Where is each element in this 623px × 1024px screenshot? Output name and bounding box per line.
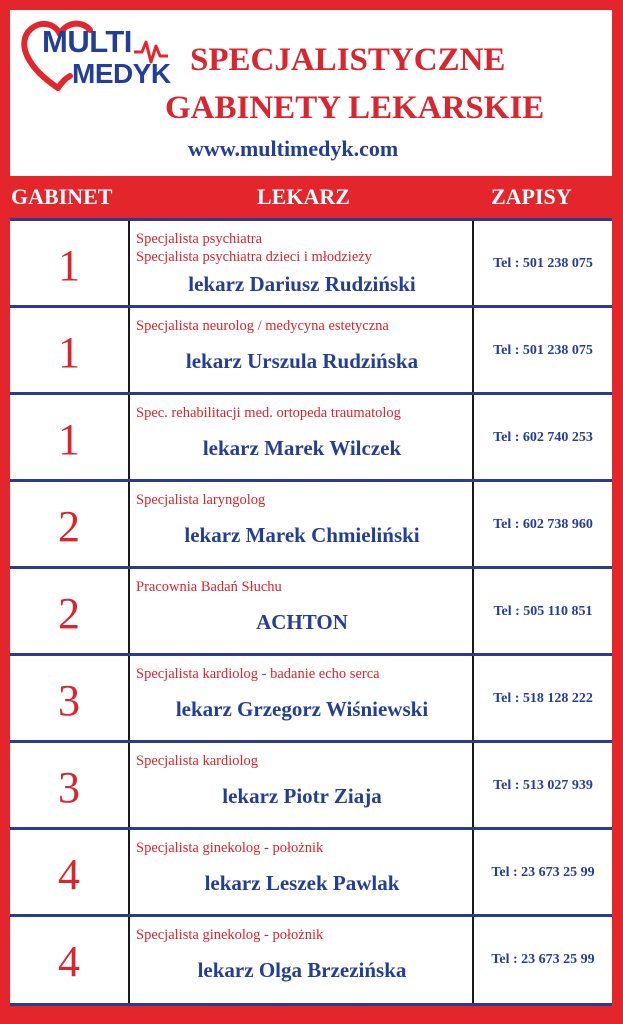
table-row — [10, 392, 612, 479]
gabinet-number: 2 — [58, 502, 80, 551]
column-header-zapisy: ZAPISY — [491, 184, 572, 209]
doctor-name: lekarz Grzegorz Wiśniewski — [175, 697, 429, 721]
row-divider — [10, 827, 612, 830]
row-divider — [10, 218, 612, 221]
doctor-specialty: Specjalista laryngolog — [136, 492, 266, 508]
logo-text-medyk: MEDYK — [72, 58, 171, 89]
phone-number[interactable]: Tel : 501 238 075 — [493, 256, 593, 271]
logo-text-multi: MULTI — [42, 24, 132, 59]
multimedyk-logo — [18, 16, 188, 96]
table-row — [10, 653, 612, 740]
doctor-specialty: Pracownia Badań Słuchu — [136, 579, 282, 595]
phone-number[interactable]: Tel : 602 738 960 — [493, 517, 593, 532]
gabinet-number: 1 — [58, 415, 80, 464]
table-row — [10, 827, 612, 914]
doctor-name: lekarz Olga Brzezińska — [197, 958, 407, 982]
doctor-name: lekarz Leszek Pawlak — [204, 871, 400, 895]
row-divider — [10, 479, 612, 482]
gabinet-number: 4 — [58, 850, 80, 899]
phone-number[interactable]: Tel : 505 110 851 — [493, 604, 593, 619]
column-header-gabinet: GABINET — [11, 184, 113, 209]
phone-number[interactable]: Tel : 23 673 25 99 — [491, 952, 595, 967]
doctor-name: ACHTON — [256, 610, 348, 634]
doctor-name: lekarz Piotr Ziaja — [222, 784, 382, 808]
table-row — [10, 914, 612, 1001]
doctor-specialty: Specjalista kardiolog — [136, 753, 259, 769]
column-header-lekarz: LEKARZ — [257, 184, 350, 209]
gabinet-number: 1 — [58, 241, 80, 290]
doctor-specialty: Spec. rehabilitacji med. ortopeda traumatolog — [136, 405, 401, 421]
phone-number[interactable]: Tel : 23 673 25 99 — [491, 865, 595, 880]
doctor-name: lekarz Marek Chmieliński — [184, 523, 420, 547]
table-row — [10, 218, 612, 305]
schedule-table — [10, 218, 612, 1006]
doctor-specialty: Specjalista neurolog / medycyna estetyczna — [136, 318, 389, 334]
row-divider — [10, 914, 612, 917]
doctor-name: lekarz Marek Wilczek — [202, 436, 402, 460]
header-panel — [10, 10, 612, 176]
page-title-line2: GABINETY LEKARSKIE — [165, 90, 545, 126]
table-row — [10, 305, 612, 392]
phone-number[interactable]: Tel : 501 238 075 — [493, 343, 593, 358]
row-divider — [10, 740, 612, 743]
gabinet-number: 4 — [58, 937, 80, 986]
gabinet-number: 2 — [58, 589, 80, 638]
page-title-line1: SPECJALISTYCZNE — [190, 42, 506, 78]
row-divider — [10, 392, 612, 395]
row-divider — [10, 653, 612, 656]
table-row — [10, 479, 612, 566]
doctor-specialty: Specjalista ginekolog - położnik — [136, 927, 324, 943]
phone-number[interactable]: Tel : 602 740 253 — [493, 430, 593, 445]
doctor-name: lekarz Dariusz Rudziński — [188, 272, 416, 296]
phone-number[interactable]: Tel : 513 027 939 — [493, 778, 593, 793]
doctor-specialty: Specjalista kardiolog - badanie echo serca — [136, 666, 380, 682]
doctor-name: lekarz Urszula Rudzińska — [185, 349, 419, 373]
doctor-specialty: Specjalista psychiatra Specjalista psychiatra dzieci i młodzieży — [136, 231, 372, 265]
website-link[interactable]: www.multimedyk.com — [188, 136, 399, 161]
row-divider — [10, 566, 612, 569]
doctor-specialty: Specjalista ginekolog - położnik — [136, 840, 324, 856]
gabinet-number: 3 — [58, 676, 80, 725]
row-divider — [10, 1003, 612, 1006]
phone-number[interactable]: Tel : 518 128 222 — [493, 691, 593, 706]
gabinet-number: 1 — [58, 328, 80, 377]
row-divider — [10, 305, 612, 308]
gabinet-number: 3 — [58, 763, 80, 812]
table-row — [10, 740, 612, 827]
table-row — [10, 566, 612, 653]
